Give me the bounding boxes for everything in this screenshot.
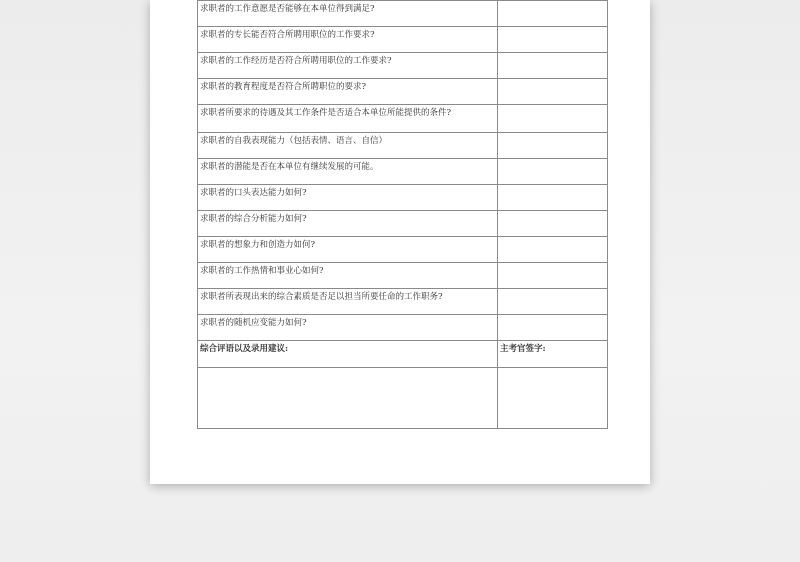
answer-cell[interactable]	[498, 237, 608, 263]
question-cell: 求职者的想象力和创造力如何?	[198, 237, 498, 263]
answer-cell[interactable]	[498, 27, 608, 53]
table-row	[198, 159, 608, 185]
answer-cell[interactable]	[498, 53, 608, 79]
answer-cell[interactable]	[498, 289, 608, 315]
question-cell: 求职者的工作意愿是否能够在本单位得到满足?	[198, 1, 498, 27]
answer-cell[interactable]	[498, 159, 608, 185]
table-row	[198, 211, 608, 237]
question-cell: 求职者的工作经历是否符合所聘用职位的工作要求?	[198, 53, 498, 79]
table-row	[198, 53, 608, 79]
table-row	[198, 237, 608, 263]
table-row	[198, 1, 608, 27]
answer-cell[interactable]	[498, 1, 608, 27]
answer-cell[interactable]	[498, 79, 608, 105]
answer-cell[interactable]	[498, 185, 608, 211]
question-cell: 求职者的随机应变能力如何?	[198, 315, 498, 341]
question-cell: 求职者的口头表达能力如何?	[198, 185, 498, 211]
answer-cell[interactable]	[498, 315, 608, 341]
answer-cell[interactable]	[498, 211, 608, 237]
table-row	[198, 79, 608, 105]
question-cell: 求职者的工作热情和事业心如何?	[198, 263, 498, 289]
table-row	[198, 263, 608, 289]
table-row	[198, 105, 608, 133]
answer-cell[interactable]	[498, 105, 608, 133]
footer-header-row	[198, 341, 608, 368]
footer-input-row	[198, 368, 608, 429]
interview-evaluation-table	[197, 0, 608, 429]
question-cell: 求职者所要求的待遇及其工作条件是否适合本单位所能提供的条件?	[198, 105, 498, 133]
signature-label: 主考官签字:	[498, 341, 608, 368]
question-cell: 求职者的综合分析能力如何?	[198, 211, 498, 237]
question-cell: 求职者所表现出来的综合素质是否足以担当所要任命的工作职务?	[198, 289, 498, 315]
document-page	[150, 0, 650, 484]
table-row	[198, 27, 608, 53]
question-cell: 求职者的专长能否符合所聘用职位的工作要求?	[198, 27, 498, 53]
question-cell: 求职者的教育程度是否符合所聘职位的要求?	[198, 79, 498, 105]
signature-field[interactable]	[498, 368, 608, 429]
table-row	[198, 133, 608, 159]
answer-cell[interactable]	[498, 133, 608, 159]
evaluation-field[interactable]	[198, 368, 498, 429]
table-row	[198, 289, 608, 315]
table-row	[198, 185, 608, 211]
question-cell: 求职者的自我表现能力（包括表情、语言、自信）	[198, 133, 498, 159]
question-cell: 求职者的潜能是否在本单位有继续发展的可能。	[198, 159, 498, 185]
answer-cell[interactable]	[498, 263, 608, 289]
table-row	[198, 315, 608, 341]
evaluation-label: 综合评语以及录用建议:	[198, 341, 498, 368]
